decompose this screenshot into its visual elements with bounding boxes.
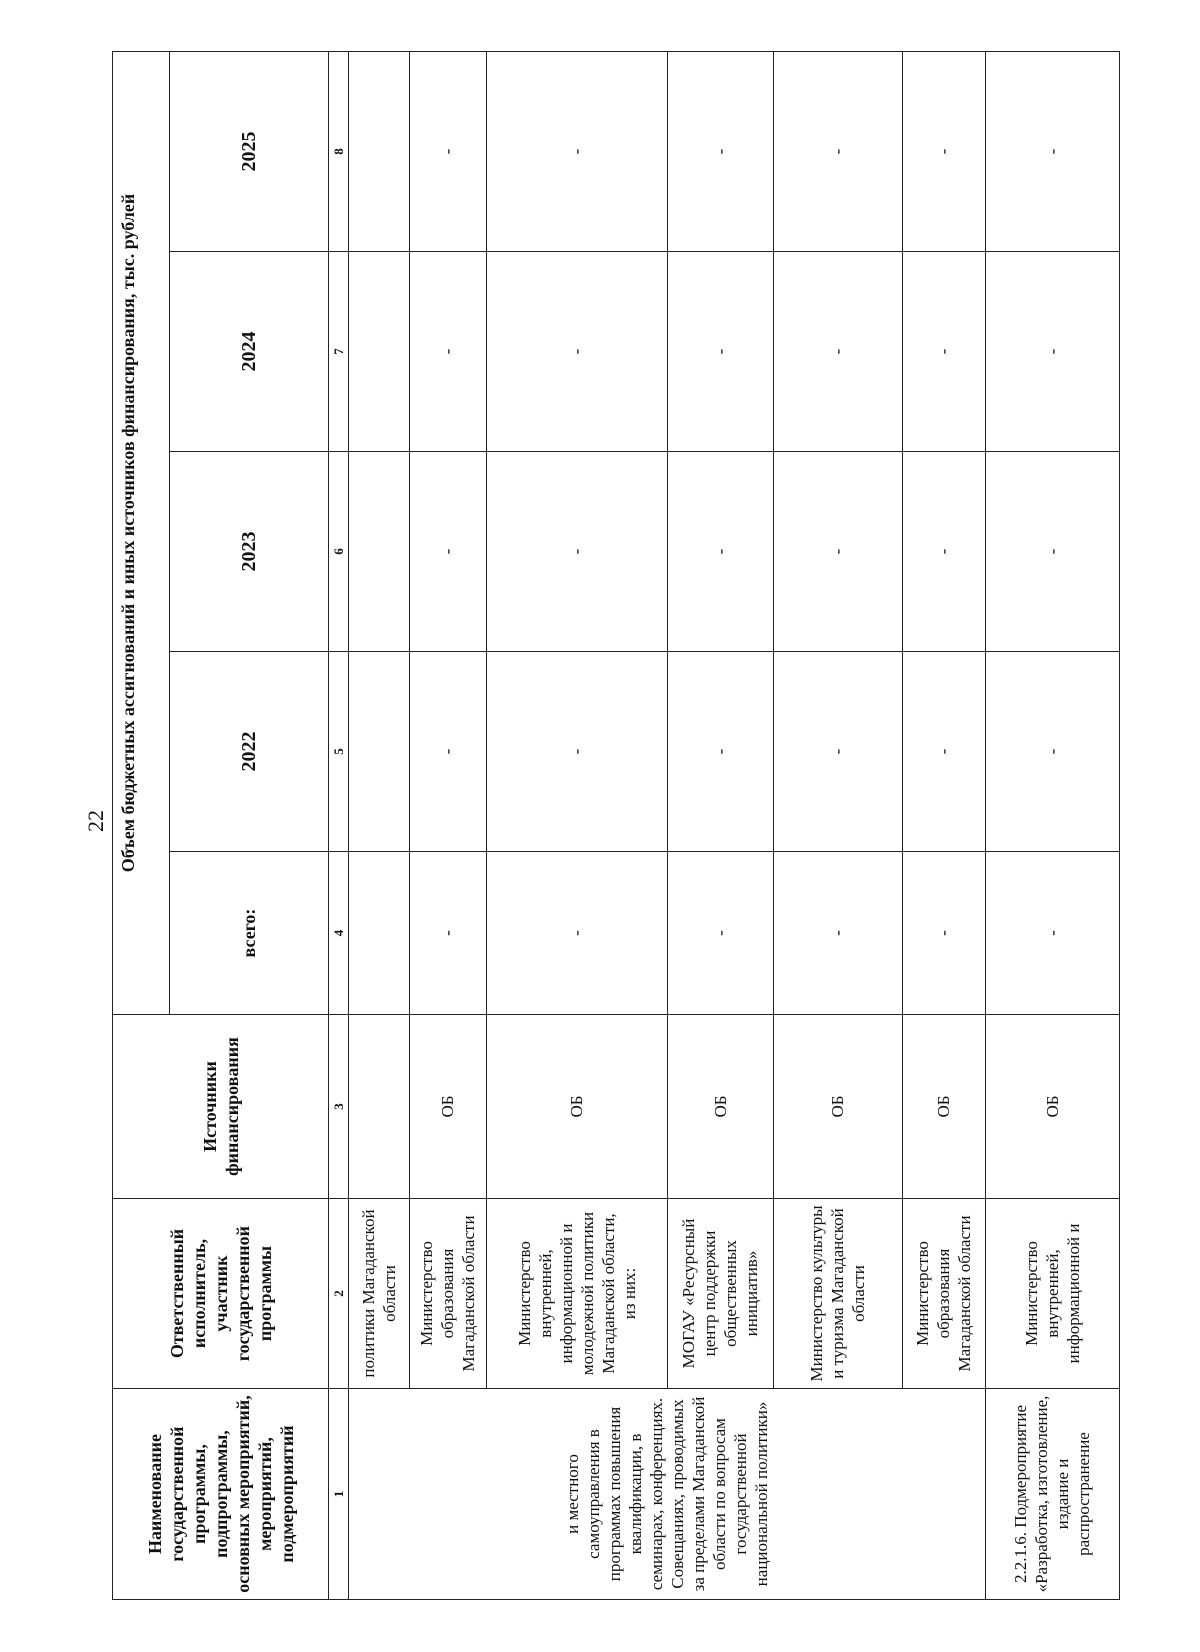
- column-number: 4: [329, 852, 349, 1015]
- value-cell-total: [348, 852, 409, 1015]
- value-cell-2022: -: [773, 652, 902, 852]
- value-cell-total: -: [985, 852, 1119, 1015]
- value-cell-2024: -: [902, 252, 985, 452]
- value-cell-2024: -: [773, 252, 902, 452]
- column-number: 2: [329, 1199, 349, 1389]
- value-cell-2025: -: [902, 51, 985, 251]
- measure-name-cell: и местного самоуправления в программах повышения квалификации, в семинарах, конференциях. Совещаниях, проводимых за пределами Магаданской области по вопросам государственной национальной политики»: [348, 1389, 985, 1600]
- column-number: 8: [329, 51, 349, 251]
- column-number: 5: [329, 652, 349, 852]
- value-cell-2024: -: [985, 252, 1119, 452]
- value-cell-2023: -: [410, 452, 486, 652]
- value-cell-2022: -: [486, 652, 667, 852]
- header-year-2022: 2022: [169, 652, 328, 852]
- header-year-2023: 2023: [169, 452, 328, 652]
- value-cell-2022: -: [410, 652, 486, 852]
- value-cell-2025: -: [773, 51, 902, 251]
- header-year-2025: 2025: [169, 51, 328, 251]
- executor-cell: МОГАУ «Ресурсный центр поддержки общественных инициатив»: [667, 1199, 773, 1389]
- value-cell-2025: -: [410, 51, 486, 251]
- value-cell-total: -: [773, 852, 902, 1015]
- value-cell-2025: -: [985, 51, 1119, 251]
- executor-cell: Министерство внутренней, информационной и: [985, 1199, 1119, 1389]
- value-cell-2023: -: [667, 452, 773, 652]
- source-cell: ОБ: [486, 1015, 667, 1199]
- header-source-column: Источники финансирования: [113, 1015, 329, 1199]
- column-number: 7: [329, 252, 349, 452]
- header-name-column: Наименование государственной программы, подпрограммы, основных мероприятий, мероприятий, подмероприятий: [113, 1389, 329, 1600]
- source-cell: ОБ: [410, 1015, 486, 1199]
- column-number: 6: [329, 452, 349, 652]
- table-row: [486, 51, 667, 1599]
- value-cell-2024: [348, 252, 409, 452]
- value-cell-2025: [348, 51, 409, 251]
- value-cell-2025: -: [486, 51, 667, 251]
- source-cell: ОБ: [985, 1015, 1119, 1199]
- value-cell-2023: -: [985, 452, 1119, 652]
- funding-table: [112, 51, 1120, 1600]
- value-cell-2023: -: [902, 452, 985, 652]
- header-funding-group: Объем бюджетных ассигнований и иных источников финансирования, тыс. рублей: [113, 51, 170, 1014]
- value-cell-2023: -: [773, 452, 902, 652]
- column-number: 3: [329, 1015, 349, 1199]
- source-cell: ОБ: [902, 1015, 985, 1199]
- value-cell-total: -: [410, 852, 486, 1015]
- value-cell-2023: -: [486, 452, 667, 652]
- value-cell-2024: -: [667, 252, 773, 452]
- value-cell-total: -: [486, 852, 667, 1015]
- source-cell: ОБ: [667, 1015, 773, 1199]
- table-row: [410, 51, 486, 1599]
- value-cell-total: -: [902, 852, 985, 1015]
- value-cell-2022: [348, 652, 409, 852]
- source-cell: ОБ: [773, 1015, 902, 1199]
- value-cell-2022: -: [667, 652, 773, 852]
- value-cell-total: -: [667, 852, 773, 1015]
- value-cell-2024: -: [410, 252, 486, 452]
- rotated-page-content: [112, 52, 1120, 1600]
- column-number: 1: [329, 1389, 349, 1600]
- executor-cell: политики Магаданской области: [348, 1199, 409, 1389]
- value-cell-2022: -: [902, 652, 985, 852]
- header-executor-column: Ответственный исполнитель, участник государственной программы: [113, 1199, 329, 1389]
- column-numbers-row: [329, 51, 349, 1599]
- value-cell-2024: -: [486, 252, 667, 452]
- executor-cell: Министерство культуры и туризма Магаданской области: [773, 1199, 902, 1389]
- value-cell-2025: -: [667, 51, 773, 251]
- header-total: всего:: [169, 852, 328, 1015]
- executor-cell: Министерство образования Магаданской области: [410, 1199, 486, 1389]
- table-row: [902, 51, 985, 1599]
- table-row: [773, 51, 902, 1599]
- executor-cell: Министерство внутренней, информационной и молодежной политики Магаданской области, из них:: [486, 1199, 667, 1389]
- header-year-2024: 2024: [169, 252, 328, 452]
- table-row: [985, 51, 1119, 1599]
- value-cell-2023: [348, 452, 409, 652]
- table-row: [348, 51, 409, 1599]
- value-cell-2022: -: [985, 652, 1119, 852]
- table-row: [667, 51, 773, 1599]
- executor-cell: Министерство образования Магаданской области: [902, 1199, 985, 1389]
- source-cell: [348, 1015, 409, 1199]
- measure-name-cell: 2.2.1.6. Подмероприятие «Разработка, изготовление, издание и распространение: [985, 1389, 1119, 1600]
- page-number: 22: [83, 810, 108, 832]
